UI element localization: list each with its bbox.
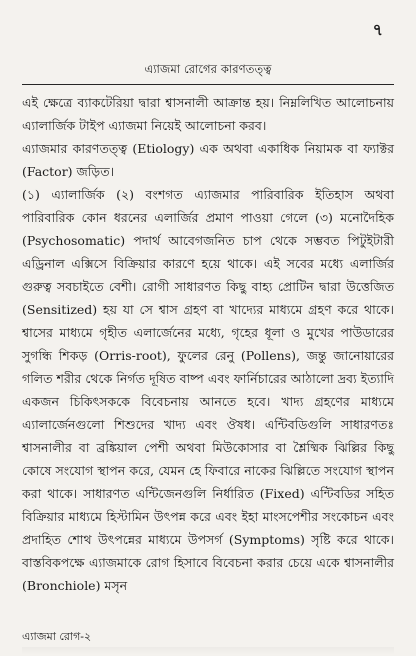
running-head: এ্যাজমা রোগের কারণতত্ত্ব	[144, 62, 272, 76]
paragraph-2: এ্যাজমার কারণতত্ত্ব (Etiology) এক অথবা একাধিক নিয়ামক বা ফ্যাক্টর (Factor) জড়িত।	[22, 141, 394, 179]
body-text	[22, 91, 394, 597]
bottom-shadow	[22, 647, 394, 655]
paragraph-1: এই ক্ষেত্রে ব্যাকটেরিয়া দ্বারা শ্বাসনালী আক্রান্ত হয়। নিম্নলিখিত আলোচনায় এ্যালার্জিক টাইপ এ্যাজমা নিয়েই আলোচনা করব।	[22, 95, 394, 133]
footer-label: এ্যাজমা রোগ-২	[22, 630, 92, 643]
header-rule	[22, 84, 394, 85]
page-number: ৭	[372, 20, 383, 39]
paragraph-3: (১) এ্যালার্জিক (২) বংশগত এ্যাজমার পারিবারিক ইতিহাস অথবা পারিবারিক কোন ধরনের এলার্জির প্রমাণ পাওয়া গেলে (৩) মনোদৈহিক (Psychosomatic) পদার্থ আবেগজনিত চাপ থেকে সম্ভবত পিটুইটারী এড্রিনাল এক্সিসে বিক্রিয়ার কারণে হয়ে থাকে। এই সবের মধ্যে এলার্জির গুরুত্ব সবচাইতে বেশী। রোগী সাধারণত কিছু বাহ্য প্রোটিন দ্বারা উত্তেজিত (Sensitized) হয় যা সে শ্বাস গ্রহণ বা খাদ্যের মাধ্যমে গ্রহণ করে থাকে। শ্বাসের মাধ্যমে গৃহীত এলার্জেনের মধ্যে, গৃহের ধূলা ও মুখের পাউডারের সুগন্ধি শিকড় (Orris-root), ফুলের রেনু (Pollens), জন্তু জানোয়ারের গলিত শরীর থেকে নির্গত দূষিত বাষ্প এবং ফার্নিচারের আঠালো দ্রব্য ইত্যাদি একজন চিকিৎসককে বিবেচনায় আনতে হবে। খাদ্য গ্রহণের মাধ্যমে এ্যালার্জেনগুলো শিশুদের খাদ্য এবং ঔষধ। এন্টিবডিগুলি সাধারণতঃ শ্বাসনালীর বা ব্রঙ্কিয়াল পেশী অথবা মিউকোসার বা শ্লৈষ্মিক ঝিল্লির কিছু কোষে সংযোগ স্থাপন করে, যেমন হে ফিবারে নাকের ঝিল্লিতে সংযোগ স্থাপন করা থাকে। সাধারণত এন্টিজেনগুলি নির্ধারিত (Fixed) এন্টিবডির সহিত বিক্রিয়ার মাধ্যমে হিস্টামিন উৎপন্ন করে এবং ইহা মাংসপেশীর সংকোচন এবং প্রদাহিত শোথ উৎপন্নের মাধ্যমে উপসর্গ (Symptoms) সৃষ্টি করে থাকে। বাস্তবিকপক্ষে এ্যাজমাকে রোগ হিসাবে বিবেচনা করার চেয়ে একে শ্বাসনালীর (Bronchiole) মসৃন	[22, 187, 394, 593]
